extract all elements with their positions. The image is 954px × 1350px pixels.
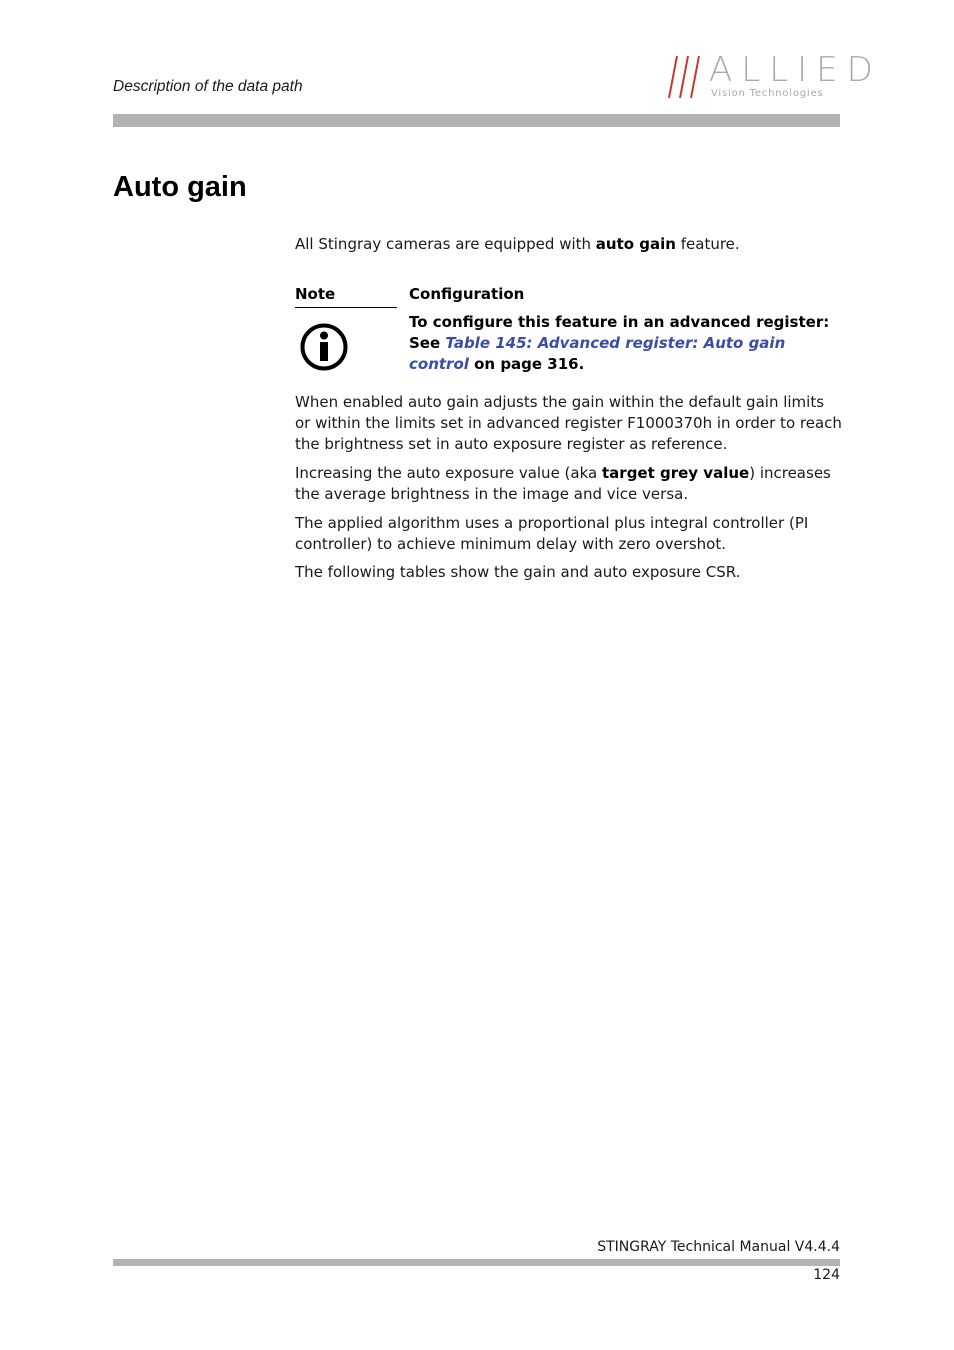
- page-number: 124: [813, 1267, 840, 1283]
- note-text-end: on page 316.: [468, 355, 585, 373]
- p2-bold-term: target grey value: [602, 464, 750, 482]
- note-text-start: To configure this feature in an advanced register: See: [409, 313, 830, 352]
- footer-manual-title: STINGRAY Technical Manual V4.4.4: [597, 1239, 840, 1255]
- paragraph-tables: The following tables show the gain and auto exposure CSR.: [295, 563, 741, 581]
- logo-subtext: Vision Technologies: [711, 88, 824, 99]
- logo-slashes-icon: [667, 54, 707, 100]
- table-reference-link[interactable]: Table 145: Advanced register: Auto gain control: [409, 334, 786, 373]
- p2-text-end: ) increases the average brightness in the image and vice versa.: [295, 464, 831, 503]
- running-header: Description of the data path: [113, 78, 303, 95]
- p2-text-start: Increasing the auto exposure value (aka: [295, 464, 602, 482]
- header-divider-bar: [113, 114, 840, 127]
- paragraph-gain-limits: When enabled auto gain adjusts the gain within the default gain limits or within the limits set in advanced register F1000370h in order to reach the brightness set in auto exposure register as reference.: [295, 393, 842, 453]
- intro-bold-term: auto gain: [595, 235, 676, 253]
- intro-text-end: feature.: [675, 235, 740, 253]
- note-body: [409, 312, 841, 375]
- info-icon: [299, 322, 349, 372]
- paragraph-exposure-value: [295, 463, 843, 505]
- allied-logo: [667, 50, 882, 102]
- note-label: Note: [295, 284, 397, 308]
- note-heading: Configuration: [409, 285, 525, 303]
- page-title: Auto gain: [113, 171, 247, 203]
- paragraph-algorithm: The applied algorithm uses a proportional plus integral controller (PI controller) to achieve minimum delay with zero overshot.: [295, 514, 809, 553]
- footer-divider-bar: [113, 1259, 840, 1266]
- intro-text-start: All Stingray cameras are equipped with: [295, 235, 596, 253]
- intro-paragraph: [295, 234, 843, 255]
- logo-wordmark: ALLIED: [709, 50, 882, 90]
